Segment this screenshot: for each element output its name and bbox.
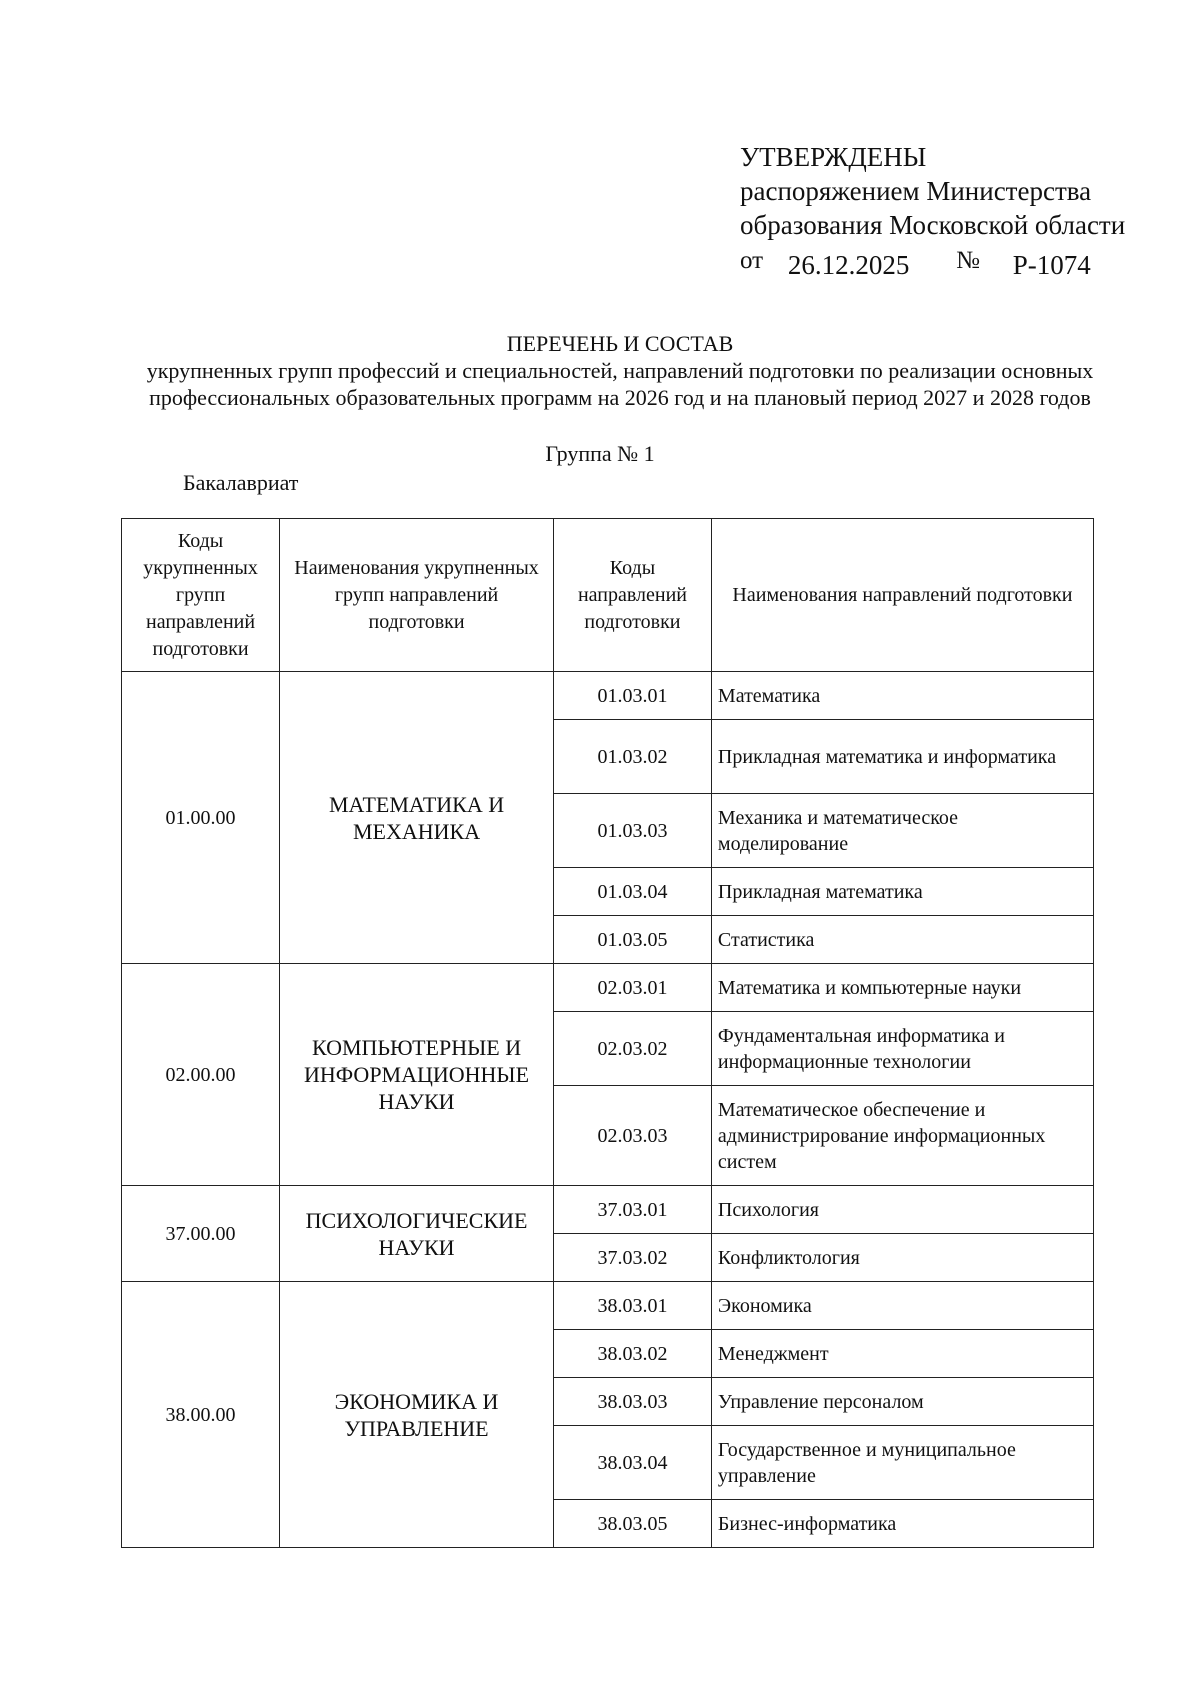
- heading-line-1: укрупненных групп профессий и специальностей, направлений подготовки по реализации основных: [146, 358, 1094, 383]
- direction-code-cell: 38.03.04: [554, 1426, 712, 1500]
- approval-line-1: распоряжением Министерства: [740, 176, 1092, 206]
- direction-code-cell: 01.03.05: [554, 916, 712, 964]
- direction-name-cell: Управление персоналом: [711, 1378, 1093, 1426]
- approval-date-line: [740, 244, 1180, 282]
- group-code-cell: 37.00.00: [122, 1186, 280, 1282]
- header-direction-name: Наименования направлений подготовки: [711, 519, 1093, 672]
- direction-code-cell: 38.03.03: [554, 1378, 712, 1426]
- group-name-cell: МАТЕМАТИКА И МЕХАНИКА: [280, 672, 554, 964]
- direction-name-cell: Математика: [711, 672, 1093, 720]
- direction-code-cell: 38.03.05: [554, 1500, 712, 1548]
- header-group-code: Коды укрупненных групп направлений подготовки: [122, 519, 280, 672]
- direction-name-cell: Экономика: [711, 1282, 1093, 1330]
- direction-code-cell: 38.03.02: [554, 1330, 712, 1378]
- approval-date: 26.12.2025: [787, 250, 910, 280]
- group-code-cell: 38.00.00: [122, 1282, 280, 1548]
- direction-name-cell: Статистика: [711, 916, 1093, 964]
- direction-code-cell: 01.03.04: [554, 868, 712, 916]
- direction-name-cell: Фундаментальная информатика и информационные технологии: [711, 1012, 1093, 1086]
- from-label: от: [740, 247, 764, 274]
- direction-name-cell: Прикладная математика: [711, 868, 1093, 916]
- direction-name-cell: Механика и математическое моделирование: [711, 794, 1093, 868]
- direction-code-cell: 37.03.02: [554, 1234, 712, 1282]
- approval-line-2: образования Московской области: [740, 210, 1126, 240]
- direction-code-cell: 01.03.01: [554, 672, 712, 720]
- number-sign: №: [956, 247, 980, 274]
- direction-name-cell: Государственное и муниципальное управление: [711, 1426, 1093, 1500]
- table-row: [122, 964, 1094, 1012]
- table-row: [122, 672, 1094, 720]
- direction-code-cell: 38.03.01: [554, 1282, 712, 1330]
- group-title: Группа № 1: [545, 441, 655, 466]
- direction-name-cell: Психология: [711, 1186, 1093, 1234]
- direction-code-cell: 02.03.01: [554, 964, 712, 1012]
- group-name-cell: КОМПЬЮТЕРНЫЕ И ИНФОРМАЦИОННЫЕ НАУКИ: [280, 964, 554, 1186]
- direction-code-cell: 02.03.03: [554, 1086, 712, 1186]
- group-code-cell: 01.00.00: [122, 672, 280, 964]
- direction-name-cell: Математическое обеспечение и администрирование информационных систем: [711, 1086, 1093, 1186]
- direction-name-cell: Конфликтология: [711, 1234, 1093, 1282]
- direction-name-cell: Менеджмент: [711, 1330, 1093, 1378]
- group-name-cell: ПСИХОЛОГИЧЕСКИЕ НАУКИ: [280, 1186, 554, 1282]
- direction-code-cell: 37.03.01: [554, 1186, 712, 1234]
- approval-title: УТВЕРЖДЕНЫ: [740, 142, 927, 172]
- direction-code-cell: 01.03.03: [554, 794, 712, 868]
- direction-name-cell: Бизнес-информатика: [711, 1500, 1093, 1548]
- programs-table: [121, 518, 1094, 1548]
- heading-line-2: профессиональных образовательных программ на 2026 год и на плановый период 2027 и 2028 годов: [149, 385, 1091, 410]
- education-level: Бакалавриат: [183, 470, 299, 495]
- table-header-row: [122, 519, 1094, 672]
- group-name-cell: ЭКОНОМИКА И УПРАВЛЕНИЕ: [280, 1282, 554, 1548]
- direction-name-cell: Прикладная математика и информатика: [711, 720, 1093, 794]
- direction-code-cell: 02.03.02: [554, 1012, 712, 1086]
- direction-name-cell: Математика и компьютерные науки: [711, 964, 1093, 1012]
- header-group-name: Наименования укрупненных групп направлений подготовки: [280, 519, 554, 672]
- header-direction-code: Коды направлений подготовки: [554, 519, 712, 672]
- table-row: [122, 1282, 1094, 1330]
- heading-title: ПЕРЕЧЕНЬ И СОСТАВ: [506, 331, 734, 356]
- document-heading: [100, 330, 1140, 411]
- group-code-cell: 02.00.00: [122, 964, 280, 1186]
- approval-block: [740, 140, 1180, 282]
- document-number: Р-1074: [1012, 250, 1091, 280]
- table-row: [122, 1186, 1094, 1234]
- direction-code-cell: 01.03.02: [554, 720, 712, 794]
